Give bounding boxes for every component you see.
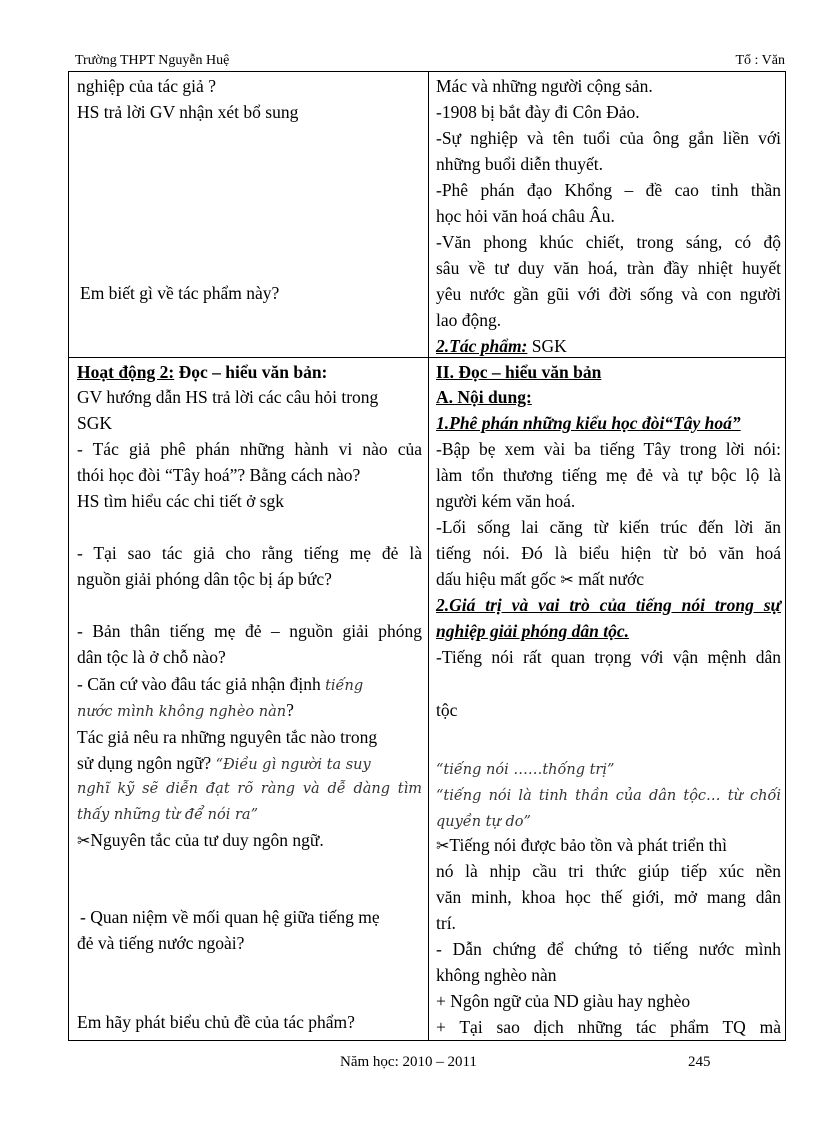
left-line: SGK <box>77 413 113 433</box>
left-line: Em biết gì về tác phẩm này? <box>80 283 280 303</box>
activity-heading <box>77 362 327 382</box>
right-text: Tiếng nói được bảo tồn và phát triển thì <box>449 835 728 855</box>
right-line: -Phê phán đạo Khổng – đề cao tinh thần <box>436 180 781 200</box>
right-line: lao động. <box>436 310 502 330</box>
right-line: không nghèo nàn <box>436 965 557 985</box>
left-line <box>77 700 294 722</box>
right-line <box>436 336 567 356</box>
left-line: - Quan niệm về mối quan hệ giữa tiếng mẹ <box>80 907 380 927</box>
subject-group: Tổ : Văn <box>735 53 785 68</box>
right-text: dấu hiệu mất gốc <box>436 569 561 589</box>
left-line: dân tộc là ở chỗ nào? <box>77 647 226 667</box>
left-line: HS trả lời GV nhận xét bổ sung <box>77 102 299 122</box>
left-line <box>77 830 324 852</box>
section-label: 2.Tác phẩm: <box>436 336 528 356</box>
left-line: nguồn giải phóng dân tộc bị áp bức? <box>77 569 332 589</box>
right-line: nó là nhịp cầu tri thức giúp tiếp xúc nền <box>436 861 781 881</box>
left-line: nghiệp của tác giả ? <box>77 76 216 96</box>
left-line <box>77 753 371 775</box>
right-quote-line: “tiếng nói là tinh thần của dân tộc… từ chối <box>436 788 781 804</box>
right-line: + Ngôn ngữ của ND giàu hay nghèo <box>436 991 691 1011</box>
page-header <box>75 51 785 72</box>
left-text: sử dụng ngôn ngữ? <box>77 753 216 773</box>
left-line: đẻ và tiếng nước ngoài? <box>77 933 245 953</box>
left-line: Tác giả nêu ra những nguyên tắc nào trong <box>77 727 378 747</box>
left-line: HS tìm hiểu các chi tiết ở sgk <box>77 491 285 511</box>
right-quote-line: “tiếng nói ……thống trị” <box>436 762 615 778</box>
right-line: những buổi diễn thuyết. <box>436 154 603 174</box>
left-text: ? <box>286 700 294 720</box>
right-line: sâu về tư duy văn hoá, tràn đầy nhiệt huyết <box>436 258 781 278</box>
right-text: SGK <box>527 336 567 356</box>
left-line: - Tác giả phê phán những hành vi nào của <box>77 439 422 459</box>
left-line: GV hướng dẫn HS trả lời các câu hỏi trong <box>77 387 379 407</box>
left-quote: nước mình không nghèo nàn <box>77 704 287 720</box>
scissors-icon: ✂ <box>77 833 91 850</box>
lesson-table <box>68 71 786 1041</box>
left-quote: tiếng <box>325 678 364 694</box>
scissors-icon: ✂ <box>436 838 450 855</box>
right-line: -1908 bị bắt đày đi Côn Đảo. <box>436 102 640 122</box>
activity-label: Hoạt động 2: <box>77 362 175 382</box>
right-line: -Lối sống lai căng từ kiến trúc đến lời ăn <box>436 517 781 537</box>
activity-text: Đọc – hiểu văn bản: <box>174 362 328 382</box>
section-heading: nghiệp giải phóng dân tộc. <box>436 621 630 641</box>
right-line: -Bập bẹ xem vài ba tiếng Tây trong lời nói: <box>436 439 781 459</box>
left-line <box>77 674 363 696</box>
right-line: + Tại sao dịch những tác phẩm TQ mà <box>436 1017 781 1037</box>
right-line <box>436 835 727 857</box>
right-line: yêu nước gần gũi với đời sống và con người <box>436 284 781 304</box>
left-line: thói học đòi “Tây hoá”? Bằng cách nào? <box>77 465 361 485</box>
right-line: người kém văn hoá. <box>436 491 576 511</box>
school-year: Năm học: 2010 – 2011 <box>340 1054 477 1070</box>
left-line: - Bản thân tiếng mẹ đẻ – nguồn giải phóng <box>77 621 422 641</box>
right-line: tiếng nói. Đó là biểu hiện từ bỏ văn hoá <box>436 543 781 563</box>
right-line: -Văn phong khúc chiết, trong sáng, có độ <box>436 232 781 252</box>
section-heading: 1.Phê phán những kiểu học đòi“Tây hoá” <box>436 413 741 433</box>
right-line: Mác và những người cộng sản. <box>436 76 653 96</box>
scissors-icon: ✂ <box>560 572 574 589</box>
row-divider <box>69 357 785 358</box>
right-line: làm tổn thương tiếng mẹ đẻ và tự bộc lộ là <box>436 465 781 485</box>
left-quote: “Điều gì người ta suy <box>215 757 371 773</box>
right-line: - Dẫn chứng để chứng tỏ tiếng nước mình <box>436 939 781 959</box>
section-heading: A. Nội dung: <box>436 387 532 407</box>
right-line <box>436 569 644 591</box>
school-name: Trường THPT Nguyễn Huệ <box>75 53 230 68</box>
right-line: -Tiếng nói rất quan trọng với vận mệnh dân <box>436 647 781 667</box>
right-line: -Sự nghiệp và tên tuổi của ông gắn liền với <box>436 128 781 148</box>
right-line: trí. <box>436 913 456 933</box>
section-heading: 2.Giá trị và vai trò của tiếng nói trong sự <box>436 595 781 615</box>
section-heading: II. Đọc – hiểu văn bản <box>436 362 602 382</box>
left-line: Em hãy phát biểu chủ đề của tác phẩm? <box>77 1012 355 1032</box>
page-number: 245 <box>688 1054 711 1070</box>
left-quote-line: thấy những từ để nói ra” <box>77 807 258 823</box>
right-line: tộc <box>436 700 458 720</box>
left-text: - Căn cứ vào đâu tác giả nhận định <box>77 674 326 694</box>
left-line: - Tại sao tác giả cho rằng tiếng mẹ đẻ là <box>77 543 422 563</box>
right-quote-line: quyền tự do” <box>436 814 531 830</box>
left-quote-line: nghĩ kỹ sẽ diễn đạt rõ ràng và dễ dàng tìm <box>77 781 422 797</box>
column-divider <box>428 72 429 1040</box>
right-text: mất nước <box>573 569 645 589</box>
left-text: Nguyên tắc của tư duy ngôn ngữ. <box>90 830 324 850</box>
right-line: văn minh, khoa học thế giới, mở mang dân <box>436 887 781 907</box>
right-line: học hỏi văn hoá châu Âu. <box>436 206 615 226</box>
